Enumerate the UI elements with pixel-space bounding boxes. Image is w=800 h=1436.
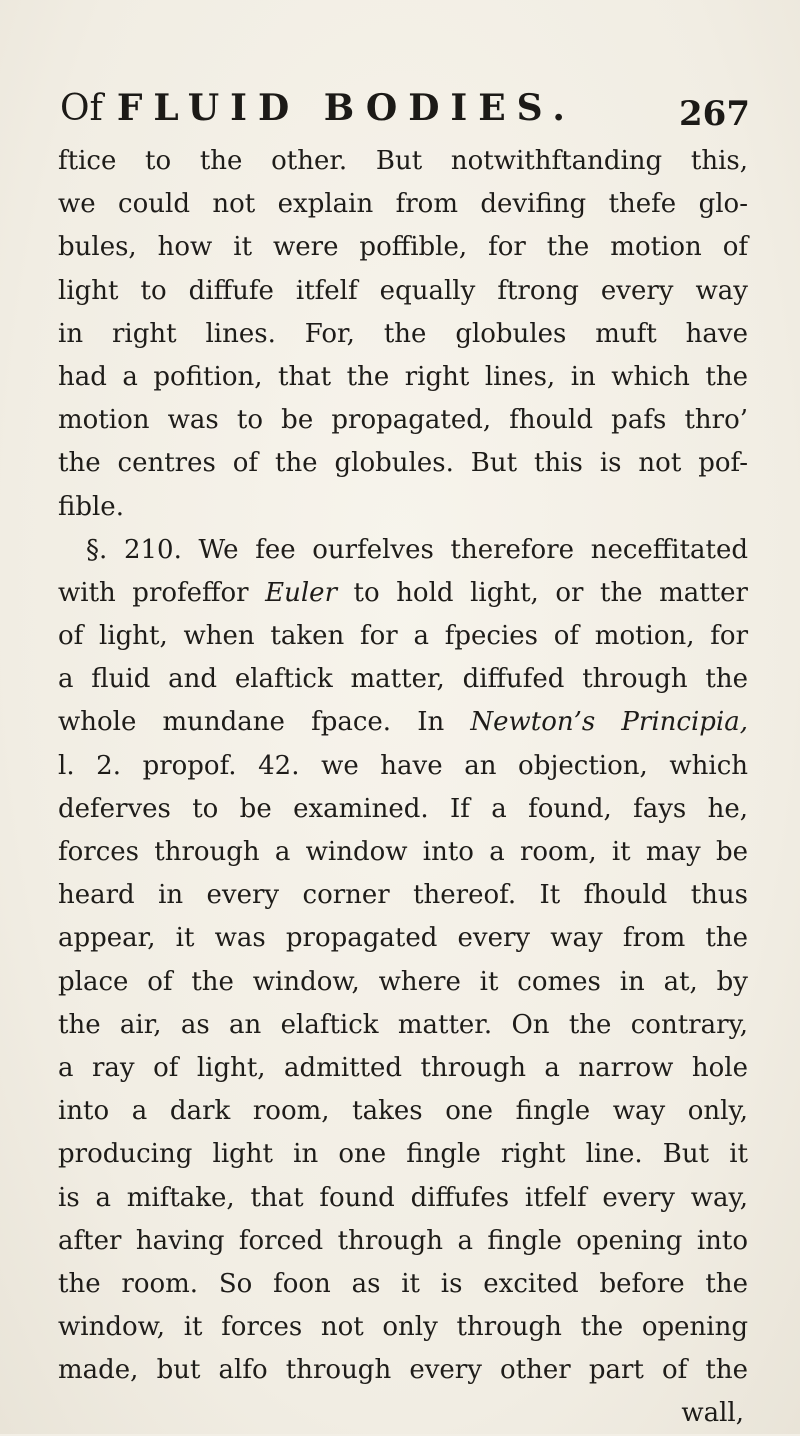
text-line: in right lines. For, the globules muft have bbox=[58, 318, 748, 349]
text-line: forces through a window into a room, it may be bbox=[58, 837, 748, 867]
text-line: had a pofition, that the right lines, in which the bbox=[58, 361, 748, 392]
running-title bbox=[60, 88, 576, 129]
section-start-line: §. 210. We fee ourfelves therefore neceffitated bbox=[86, 534, 748, 565]
text-line: after having forced through a fingle opening into bbox=[58, 1225, 748, 1256]
running-head bbox=[60, 88, 750, 148]
text-line: we could not explain from devifing thefe glo- bbox=[58, 189, 748, 220]
text-line: appear, it was propagated every way from the bbox=[58, 923, 748, 954]
text-line: window, it forces not only through the opening bbox=[58, 1312, 748, 1343]
text-line: a ray of light, admitted through a narrow hole bbox=[58, 1052, 748, 1083]
text-line: with profeffor Euler to hold light, or the matter bbox=[58, 577, 748, 608]
text-line: bules, how it were poffible, for the motion of bbox=[58, 232, 748, 263]
text-line: a fluid and elaftick matter, diffufed through the bbox=[58, 664, 748, 695]
text-line: into a dark room, takes one fingle way only, bbox=[58, 1096, 748, 1127]
running-title-caps: FLUID BODIES. bbox=[116, 87, 576, 129]
body-text bbox=[58, 140, 748, 1436]
text-line: the centres of the globules. But this is not pof- bbox=[58, 448, 748, 479]
text-line: l. 2. propof. 42. we have an objection, which bbox=[58, 750, 748, 781]
text-line: the room. So foon as it is excited before the bbox=[58, 1268, 748, 1299]
text-line: deferves to be examined. If a found, fays he, bbox=[58, 793, 748, 824]
text-line: ftice to the other. But notwithftanding this, bbox=[58, 146, 748, 176]
text-line: place of the window, where it comes in at, by bbox=[58, 966, 748, 997]
text-line: fible. bbox=[58, 491, 124, 522]
text-line: heard in every corner thereof. It fhould thus bbox=[58, 880, 748, 911]
text-line: light to diffufe itfelf equally ftrong every way bbox=[58, 275, 748, 306]
text-line: the air, as an elaftick matter. On the contrary, bbox=[58, 1009, 748, 1040]
running-title-lead: Of bbox=[60, 88, 103, 129]
text-line: is a miftake, that found diffufes itfelf every way, bbox=[58, 1182, 748, 1213]
text-line: whole mundane fpace. In Newton’s Principia, bbox=[58, 707, 748, 738]
text-line: of light, when taken for a fpecies of motion, for bbox=[58, 621, 748, 652]
text-line: made, but alfo through every other part of the bbox=[58, 1355, 748, 1386]
text-line: producing light in one fingle right line. But it bbox=[58, 1139, 748, 1170]
page-number: 267 bbox=[679, 94, 750, 134]
catchword: wall, bbox=[681, 1398, 744, 1429]
text-line: motion was to be propagated, fhould pafs thro’ bbox=[58, 405, 748, 436]
